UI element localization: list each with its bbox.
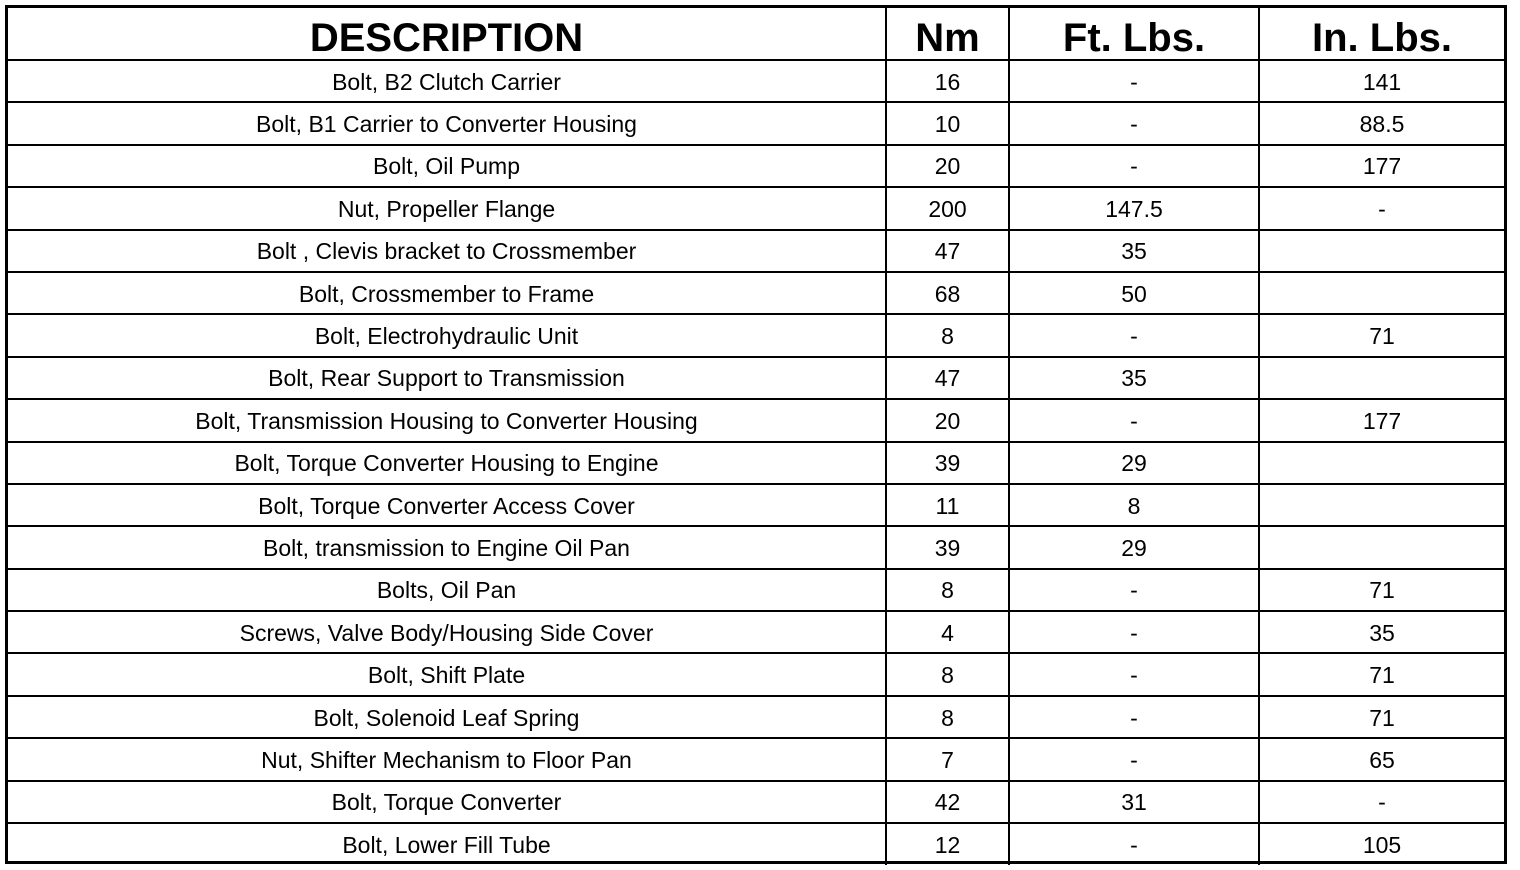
cell-description: Bolt , Clevis bracket to Crossmember (8, 230, 886, 272)
header-nm: Nm (886, 8, 1009, 60)
header-row (8, 8, 1504, 60)
cell-description: Bolt, Electrohydraulic Unit (8, 314, 886, 356)
cell-ft-lbs: - (1009, 569, 1259, 611)
table-row (8, 823, 1504, 865)
spec-table (8, 8, 1504, 865)
cell-nm: 200 (886, 187, 1009, 229)
cell-in-lbs: 65 (1259, 738, 1504, 780)
header-ft-lbs: Ft. Lbs. (1009, 8, 1259, 60)
cell-in-lbs (1259, 357, 1504, 399)
cell-nm: 16 (886, 60, 1009, 102)
cell-ft-lbs: - (1009, 653, 1259, 695)
cell-description: Bolt, Shift Plate (8, 653, 886, 695)
cell-ft-lbs: - (1009, 399, 1259, 441)
header-in-lbs: In. Lbs. (1259, 8, 1504, 60)
cell-ft-lbs: 35 (1009, 357, 1259, 399)
cell-nm: 20 (886, 399, 1009, 441)
cell-ft-lbs: - (1009, 145, 1259, 187)
cell-description: Bolt, Transmission Housing to Converter Housing (8, 399, 886, 441)
cell-in-lbs: 177 (1259, 399, 1504, 441)
cell-in-lbs: 88.5 (1259, 102, 1504, 144)
cell-in-lbs (1259, 484, 1504, 526)
cell-ft-lbs: 8 (1009, 484, 1259, 526)
table-row (8, 781, 1504, 823)
table-row (8, 272, 1504, 314)
cell-description: Bolt, Oil Pump (8, 145, 886, 187)
table-row (8, 230, 1504, 272)
torque-spec-table (5, 5, 1507, 864)
table-row (8, 484, 1504, 526)
cell-nm: 10 (886, 102, 1009, 144)
cell-in-lbs: 105 (1259, 823, 1504, 865)
cell-nm: 42 (886, 781, 1009, 823)
table-row (8, 442, 1504, 484)
cell-nm: 8 (886, 569, 1009, 611)
cell-in-lbs: 71 (1259, 569, 1504, 611)
table-row (8, 569, 1504, 611)
cell-description: Screws, Valve Body/Housing Side Cover (8, 611, 886, 653)
cell-nm: 8 (886, 653, 1009, 695)
cell-in-lbs (1259, 230, 1504, 272)
cell-in-lbs: 177 (1259, 145, 1504, 187)
cell-nm: 39 (886, 526, 1009, 568)
table-row (8, 314, 1504, 356)
cell-nm: 47 (886, 357, 1009, 399)
cell-in-lbs: - (1259, 781, 1504, 823)
cell-description: Nut, Propeller Flange (8, 187, 886, 229)
cell-ft-lbs: 147.5 (1009, 187, 1259, 229)
cell-ft-lbs: - (1009, 60, 1259, 102)
table-body (8, 60, 1504, 865)
cell-ft-lbs: - (1009, 611, 1259, 653)
table-row (8, 60, 1504, 102)
table-row (8, 611, 1504, 653)
cell-in-lbs: 71 (1259, 314, 1504, 356)
cell-in-lbs: 71 (1259, 696, 1504, 738)
cell-description: Bolt, B1 Carrier to Converter Housing (8, 102, 886, 144)
cell-ft-lbs: 31 (1009, 781, 1259, 823)
cell-in-lbs: 141 (1259, 60, 1504, 102)
cell-nm: 47 (886, 230, 1009, 272)
cell-in-lbs (1259, 272, 1504, 314)
table-row (8, 696, 1504, 738)
cell-ft-lbs: - (1009, 314, 1259, 356)
cell-in-lbs (1259, 442, 1504, 484)
cell-description: Nut, Shifter Mechanism to Floor Pan (8, 738, 886, 780)
cell-description: Bolt, transmission to Engine Oil Pan (8, 526, 886, 568)
table-row (8, 738, 1504, 780)
table-row (8, 399, 1504, 441)
cell-nm: 39 (886, 442, 1009, 484)
cell-ft-lbs: - (1009, 738, 1259, 780)
cell-description: Bolt, Torque Converter Housing to Engine (8, 442, 886, 484)
cell-nm: 20 (886, 145, 1009, 187)
cell-nm: 68 (886, 272, 1009, 314)
cell-description: Bolt, Solenoid Leaf Spring (8, 696, 886, 738)
cell-ft-lbs: 29 (1009, 526, 1259, 568)
header-description: DESCRIPTION (8, 8, 886, 60)
cell-in-lbs: 35 (1259, 611, 1504, 653)
cell-ft-lbs: 50 (1009, 272, 1259, 314)
cell-ft-lbs: - (1009, 823, 1259, 865)
cell-nm: 11 (886, 484, 1009, 526)
cell-ft-lbs: 35 (1009, 230, 1259, 272)
table-header (8, 8, 1504, 60)
cell-ft-lbs: - (1009, 696, 1259, 738)
table-row (8, 187, 1504, 229)
cell-description: Bolt, Torque Converter Access Cover (8, 484, 886, 526)
cell-ft-lbs: - (1009, 102, 1259, 144)
cell-ft-lbs: 29 (1009, 442, 1259, 484)
cell-nm: 7 (886, 738, 1009, 780)
cell-in-lbs: - (1259, 187, 1504, 229)
cell-description: Bolt, B2 Clutch Carrier (8, 60, 886, 102)
table-row (8, 145, 1504, 187)
table-row (8, 357, 1504, 399)
table-row (8, 526, 1504, 568)
cell-description: Bolt, Lower Fill Tube (8, 823, 886, 865)
cell-description: Bolt, Torque Converter (8, 781, 886, 823)
cell-in-lbs: 71 (1259, 653, 1504, 695)
table-row (8, 102, 1504, 144)
cell-nm: 4 (886, 611, 1009, 653)
cell-nm: 8 (886, 696, 1009, 738)
cell-nm: 8 (886, 314, 1009, 356)
cell-description: Bolts, Oil Pan (8, 569, 886, 611)
cell-in-lbs (1259, 526, 1504, 568)
table-row (8, 653, 1504, 695)
cell-description: Bolt, Rear Support to Transmission (8, 357, 886, 399)
cell-nm: 12 (886, 823, 1009, 865)
cell-description: Bolt, Crossmember to Frame (8, 272, 886, 314)
